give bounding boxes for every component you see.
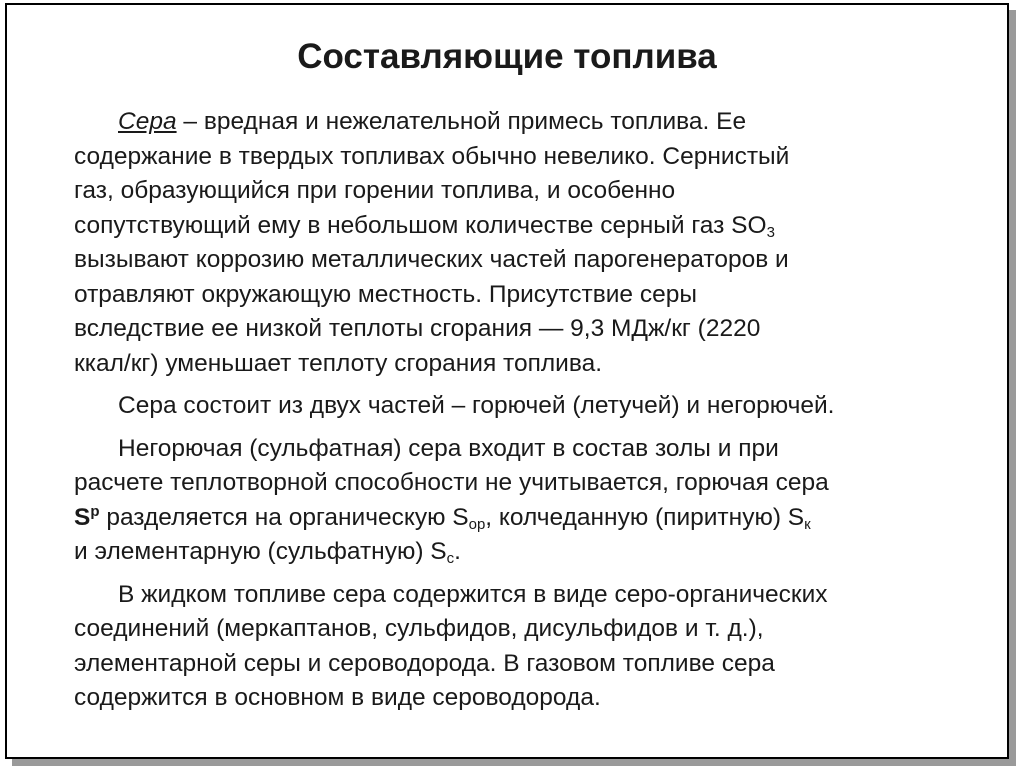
term-sulfur: Сера xyxy=(118,108,177,135)
superscript: p xyxy=(90,502,100,520)
text-line: расчете теплотворной способности не учитывается, горючая сера xyxy=(74,469,829,496)
text-line: ккал/кг) уменьшает теплоту сгорания топлива. xyxy=(74,349,603,377)
symbol-s: S xyxy=(74,503,91,531)
text-segment: и элементарную (сульфатную) S xyxy=(74,538,447,565)
text-segment: сопутствующий ему в небольшом количестве серный газ SO xyxy=(74,211,767,239)
slide-frame xyxy=(5,3,1009,759)
text-line: Сера состоит из двух частей – горючей (летучей) и негорючей. xyxy=(118,392,835,419)
paragraph-sulfur-parts xyxy=(74,389,954,424)
text-segment: . xyxy=(454,538,461,565)
slide-title: Составляющие топлива xyxy=(297,37,717,76)
subscript: с xyxy=(446,550,455,567)
text-segment: – вредная и нежелательной примесь топлива. Ее xyxy=(176,108,747,135)
text-line: элементарной серы и сероводорода. В газовом топливе сера xyxy=(74,649,775,677)
text-line: вызывают коррозию металлических частей парогенераторов и xyxy=(74,246,789,273)
subscript: ор xyxy=(468,515,486,533)
paragraph-noncombustible-sulfur xyxy=(74,432,954,570)
text-line: Негорючая (сульфатная) сера входит в состав золы и при xyxy=(118,434,779,462)
text-line xyxy=(74,209,954,244)
text-segment: , колчеданную (пиритную) S xyxy=(485,503,805,531)
text-segment: разделяется на органическую S xyxy=(99,503,469,531)
text-line: вследствие ее низкой теплоты сгорания — 9,3 МДж/кг (2220 xyxy=(74,315,761,342)
text-line: соединений (меркаптанов, сульфидов, дисульфидов и т. д.), xyxy=(74,615,764,642)
text-line: В жидком топливе сера содержится в виде серо-органических xyxy=(118,580,828,608)
text-line: отравляют окружающую местность. Присутствие серы xyxy=(74,280,697,308)
slide-body xyxy=(74,105,954,724)
paragraph-liquid-fuel xyxy=(74,578,954,716)
text-line: газ, образующийся при горении топлива, и особенно xyxy=(74,177,676,204)
text-line xyxy=(74,535,954,570)
subscript: 3 xyxy=(766,223,775,241)
text-line: содержится в основном в виде сероводорода. xyxy=(74,684,601,711)
paragraph-sulfur-definition xyxy=(74,105,954,381)
text-line xyxy=(74,501,954,536)
text-line: содержание в твердых топливах обычно невелико. Сернистый xyxy=(74,142,790,170)
subscript: к xyxy=(804,515,811,533)
text-line xyxy=(74,105,954,140)
